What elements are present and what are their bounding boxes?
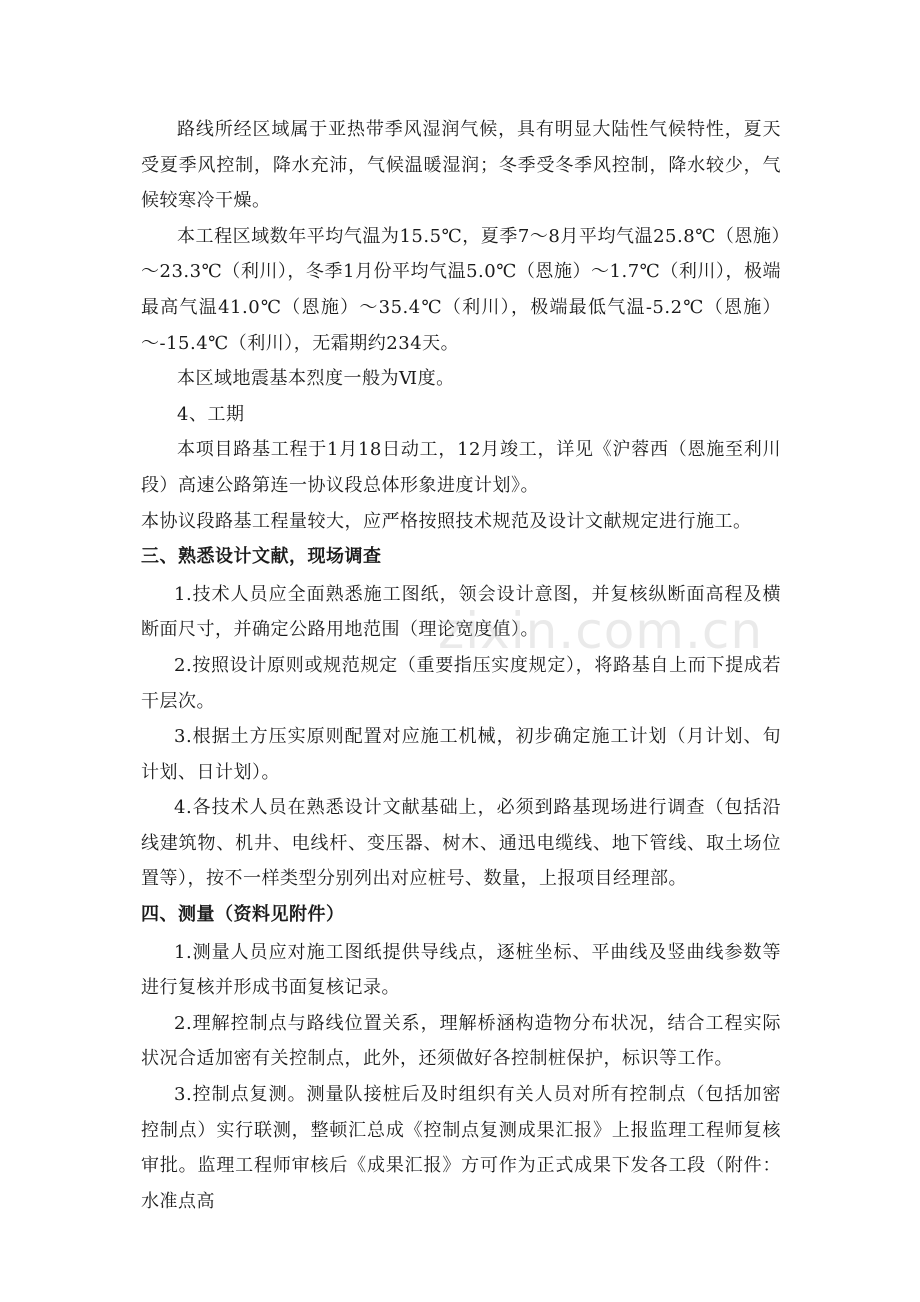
paragraph-schedule-heading: 4、工期 [177,403,245,425]
section4-heading: 四、测量（资料见附件） [141,904,345,926]
section4-item-2: 2.理解控制点与路线位置关系，理解桥涵构造物分布状况，结合工程实际状况合适加密有关控制点，此外，还须做好各控制桩保护，标识等工作。 [141,1012,781,1070]
paragraph-seismic: 本区域地震基本烈度一般为Ⅵ度。 [177,368,455,390]
section3-item-4: 4.各技术人员在熟悉设计文献基础上，必须到路基现场进行调查（包括沿线建筑物、机井、电线杆、变压器、树木、通迅电缆线、地下管线、取土场位置等），按不一样类型分别列出对应桩号、数量，上报项目经理部。 [141,797,781,890]
section4-item-1: 1.测量人员应对施工图纸提供导线点，逐桩坐标、平曲线及竖曲线参数等进行复核并形成书面复核记录。 [141,941,781,999]
section3-heading: 三、熟悉设计文献，现场调查 [141,546,382,568]
section3-item-3: 3.根据土方压实原则配置对应施工机械，初步确定施工计划（月计划、旬计划、日计划）。 [141,726,781,783]
paragraph-schedule-2: 本协议段路基工程量较大，应严格按照技术规范及设计文献规定进行施工。 [141,510,752,532]
section3-item-1: 1.技术人员应全面熟悉施工图纸，领会设计意图，并复核纵断面高程及横断面尺寸，并确定公路用地范围（理论宽度值）。 [141,583,781,641]
paragraph-schedule-1: 本项目路基工程于1月18日动工，12月竣工，详见《沪蓉西（恩施至利川段）高速公路第连一协议段总体形象进度计划》。 [141,439,781,496]
document-page [141,112,781,1219]
paragraph-climate-1: 路线所经区域属于亚热带季风湿润气候，具有明显大陆性气候特性，夏天受夏季风控制，降水充沛，气候温暖湿润；冬季受冬季风控制，降水较少，气候较寒冷干燥。 [141,119,781,212]
section4-item-3: 3.控制点复测。测量队接桩后及时组织有关人员对所有控制点（包括加密控制点）实行联测，整顿汇总成《控制点复测成果汇报》上报监理工程师复核审批。监理工程师审核后《成果汇报》方可作为正式成果下发各工段（附件：水准点高 [141,1084,781,1212]
section3-item-2: 2.按照设计原则或规范规定（重要指压实度规定），将路基自上而下提成若干层次。 [141,654,781,712]
watermark: zixin.com.cn [438,602,764,660]
paragraph-climate-2: 本工程区域数年平均气温为15.5℃，夏季7～8月平均气温25.8℃（恩施）～23.3℃（利川），冬季1月份平均气温5.0℃（恩施）～1.7℃（利川），极端最高气温41.0℃（恩施）～35.4℃（利川），极端最低气温-5.2℃（恩施）～-15.4℃（利川），无霜期约234天。 [141,225,781,354]
